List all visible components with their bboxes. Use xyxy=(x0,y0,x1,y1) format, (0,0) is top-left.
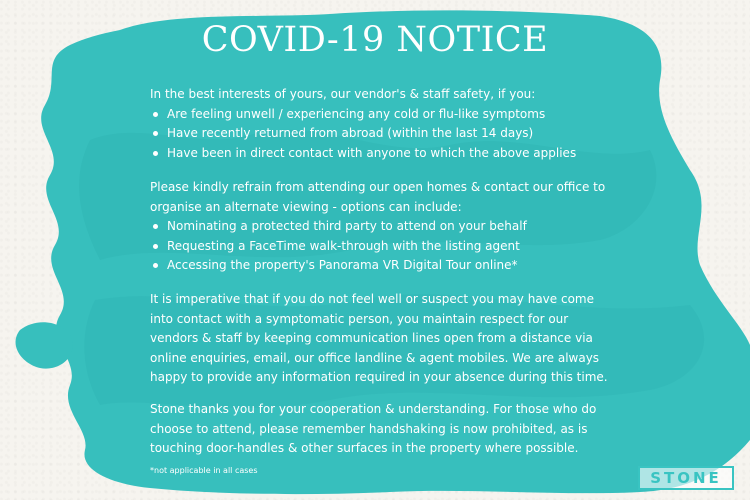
page-title: COVID-19 NOTICE xyxy=(201,20,549,60)
list-item-text: Are feeling unwell / experiencing any cold or flu-like symptoms xyxy=(167,106,546,121)
symptoms-list xyxy=(150,105,620,164)
bullet-icon xyxy=(153,224,158,229)
bullet-icon xyxy=(153,112,158,117)
list-item-text: Nominating a protected third party to attend on your behalf xyxy=(167,219,527,233)
communication-paragraph: It is imperative that if you do not feel well or suspect you may have come into contact with a symptomatic person, you maintain respect for our vendors & staff by keeping communication lines open from a distance via online enquiries, email, our office landline & agent mobiles. We are always happy to provide any information required in your absence during this time. xyxy=(150,292,608,384)
section-communication xyxy=(150,290,620,388)
list-item xyxy=(150,217,620,237)
section-symptoms-intro: In the best interests of yours, our vendor's & staff safety, if you: xyxy=(150,87,536,101)
list-item xyxy=(150,105,620,125)
section-options xyxy=(150,178,620,276)
bullet-icon xyxy=(153,263,158,268)
footnote: *not applicable in all cases xyxy=(150,466,258,475)
list-item-text: Accessing the property's Panorama VR Digital Tour online* xyxy=(167,258,518,272)
thanks-paragraph: Stone thanks you for your cooperation & understanding. For those who do choose to attend, please remember handshaking is now prohibited, as is touching door-handles & other surfaces in the property where possible. xyxy=(150,402,597,455)
list-item xyxy=(150,237,620,257)
section-options-intro: Please kindly refrain from attending our open homes & contact our office to organise an alternate viewing - options can include: xyxy=(150,180,606,214)
list-item xyxy=(150,124,620,144)
bullet-icon xyxy=(153,151,158,156)
section-thanks xyxy=(150,400,620,459)
list-item-text: Requesting a FaceTime walk-through with the listing agent xyxy=(167,238,520,253)
list-item-text: Have been in direct contact with anyone to which the above applies xyxy=(167,145,577,160)
section-symptoms xyxy=(150,85,620,163)
stone-logo: STONE xyxy=(638,466,734,490)
list-item xyxy=(150,144,620,164)
options-list xyxy=(150,217,620,276)
list-item-text: Have recently returned from abroad (within the last 14 days) xyxy=(167,126,534,140)
bullet-icon xyxy=(153,131,158,136)
bullet-icon xyxy=(153,244,158,249)
list-item xyxy=(150,256,620,276)
